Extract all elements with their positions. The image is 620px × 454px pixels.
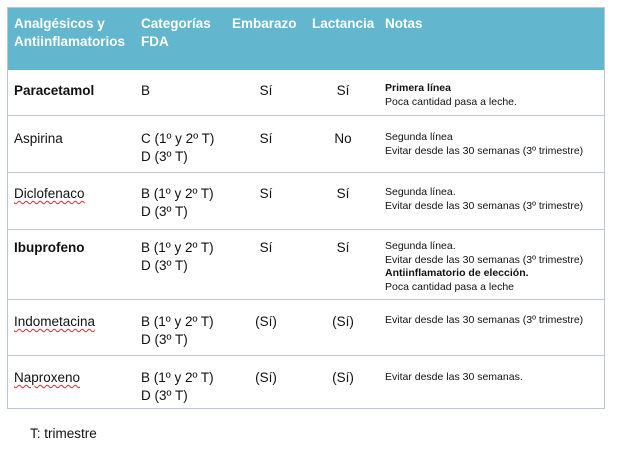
fda-category	[141, 313, 214, 349]
header-fda-category	[141, 15, 211, 51]
table-header	[8, 8, 604, 70]
table-row	[8, 229, 604, 299]
note-line: Poca cantidad pasa a leche	[385, 280, 515, 293]
fda-category-line: B (1º y 2º T)	[141, 186, 214, 201]
fda-category-line: D (3º T)	[141, 149, 188, 164]
fda-category-line: B	[141, 83, 151, 98]
drug-name: Diclofenaco	[14, 186, 85, 201]
header-notas: Notas	[385, 16, 423, 31]
embarazo-value: (Sí)	[255, 314, 277, 329]
embarazo-value: Sí	[259, 83, 273, 98]
fda-category-line: D (3º T)	[141, 388, 188, 403]
fda-category-line: D (3º T)	[141, 204, 188, 219]
lactancia-value: Sí	[336, 240, 350, 255]
note-line: Segunda línea.	[385, 186, 456, 198]
header-drug-line2: Antiinflamatorios	[14, 34, 126, 49]
notes	[385, 131, 583, 158]
table-row	[8, 115, 604, 172]
header-cat-line2: FDA	[141, 34, 169, 49]
fda-category	[141, 82, 150, 100]
fda-category	[141, 185, 214, 221]
note-line: Evitar desde las 30 semanas.	[385, 371, 523, 383]
footnote: T: trimestre	[30, 426, 97, 441]
lactancia-value: Sí	[336, 186, 350, 201]
embarazo-value: Sí	[259, 131, 273, 146]
fda-category	[141, 130, 214, 166]
lactancia-value: Sí	[336, 83, 350, 98]
notes	[385, 314, 583, 328]
drug-table	[7, 7, 605, 409]
fda-category-line: D (3º T)	[141, 258, 188, 273]
drug-name: Paracetamol	[14, 83, 95, 98]
note-line: Evitar desde las 30 semanas (3º trimestre)	[385, 253, 584, 266]
table-row	[8, 355, 604, 409]
lactancia-value: No	[334, 131, 352, 146]
lactancia-value: (Sí)	[332, 370, 354, 385]
header-cat-line1: Categorías	[141, 16, 211, 31]
note-line: Antiinflamatorio de elección.	[385, 267, 529, 279]
fda-category-line: B (1º y 2º T)	[141, 240, 214, 255]
fda-category-line: B (1º y 2º T)	[141, 370, 214, 385]
embarazo-value: (Sí)	[255, 370, 277, 385]
fda-category	[141, 239, 214, 275]
embarazo-value: Sí	[259, 186, 273, 201]
header-drug	[14, 15, 125, 51]
fda-category	[141, 369, 214, 405]
note-line: Primera línea	[385, 82, 451, 94]
table-row	[8, 70, 604, 115]
fda-category-line: D (3º T)	[141, 332, 188, 347]
lactancia-value: (Sí)	[332, 314, 354, 329]
header-drug-line1: Analgésicos y	[14, 16, 105, 31]
notes	[385, 82, 517, 109]
note-line: Poca cantidad pasa a leche.	[385, 95, 517, 108]
drug-name: Indometacina	[14, 314, 96, 329]
table-row	[8, 299, 604, 355]
fda-category-line: C (1º y 2º T)	[141, 131, 215, 146]
note-line: Evitar desde las 30 semanas (3º trimestre)	[385, 199, 584, 212]
notes	[385, 186, 583, 213]
note-line: Segunda línea	[385, 131, 453, 143]
notes	[385, 240, 583, 294]
notes	[385, 371, 523, 385]
note-line: Evitar desde las 30 semanas (3º trimestre)	[385, 314, 584, 326]
embarazo-value: Sí	[259, 240, 273, 255]
fda-category-line: B (1º y 2º T)	[141, 314, 214, 329]
header-lactancia: Lactancia	[312, 16, 375, 31]
table-row	[8, 172, 604, 229]
drug-name: Naproxeno	[14, 370, 81, 385]
drug-name: Ibuprofeno	[14, 240, 85, 255]
note-line: Evitar desde las 30 semanas (3º trimestre)	[385, 144, 584, 157]
header-embarazo: Embarazo	[232, 16, 297, 31]
drug-name: Aspirina	[14, 131, 63, 146]
note-line: Segunda línea.	[385, 240, 456, 252]
